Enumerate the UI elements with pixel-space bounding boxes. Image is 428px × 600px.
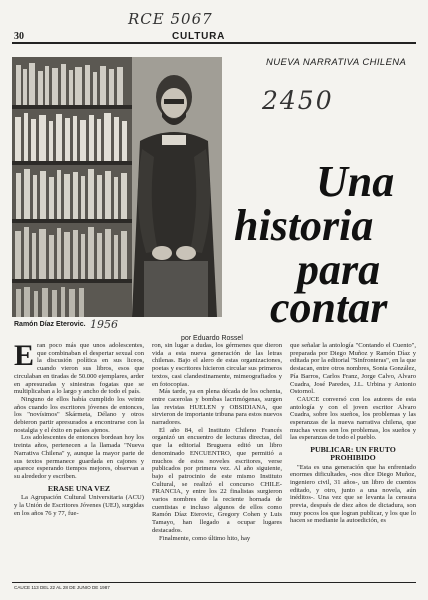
paragraph: Los adolescentes de entonces bordean hoy los treinta años, pertenecen a la llamada "Nueva Narrativa Chilena" y, aunque la mayor parte de sus textos permanece guardada en cajones y aparece esperando tiempos mejores, observan a su alrededor y escriben. (14, 434, 144, 480)
footer-issue: CAUCE 113 DEL 22 AL 28 DE JUNIO DE 1987 (14, 585, 110, 590)
paragraph: La Agrupación Cultural Universitaria (ACU) y la Unión de Escritores Jóvenes (UEJ), surgidas en los años 76 y 77, fue- (14, 494, 144, 517)
article-column-1 (14, 339, 144, 517)
paragraph: CAUCE conversó con los autores de esta antología y con el joven escritor Alvaro Cuadra, sobre los sueños, los problemas y las esperanzas de la nueva narrativa chilena, que muchas veces son los problemas, los sueños y las esperanzas de todo el pueblo. (290, 395, 416, 442)
subheading: PUBLICAR: UN FRUTO PROHIBIDO (310, 445, 396, 462)
article-column-3 (290, 342, 416, 525)
article-column-2 (152, 342, 282, 542)
number-handwritten: 2450 (262, 86, 334, 115)
drop-cap: E (14, 339, 35, 372)
year-handwritten: 1956 (90, 318, 118, 331)
archive-code-handwritten: RCE 5067 (128, 10, 213, 28)
paragraph: Ninguno de ellos había cumplido los veinte años cuando los escritores jóvenes de entonces, los "novísimos" Skármeta, Délano y otros debieron partir apresurados a encontrarse con la nostalgia y el éxito en países ajenos. (14, 395, 144, 434)
headline-line-2: historia (234, 201, 374, 250)
photo-caption: Ramón Díaz Eterovic. (14, 321, 86, 328)
section-label: CULTURA (172, 31, 226, 42)
paragraph: El año 84, el Instituto Chileno Francés organizó un encuentro de lecturas directas, del que la editorial Bruguera editó un libro denominado ENCUENTRO, que permitió a muchos de estos noveles escritores, verse publicados por primera vez. Al año siguiente, bajo el patrocinio de este mismo Instituto Cultural, se realizó el concurso CHILE-FRANCIA, y entre los 22 finalistas surgieron varios nombres de la reciente hornada de cuentistas e incluso algunos de ellos como Ramón Díaz Eterovic, Gregory Cohen y Luis Tamayo, han llegado a ocupar lugares destacados. (152, 426, 282, 534)
paragraph (14, 339, 144, 396)
footer-rule (12, 582, 416, 583)
paragraph-text: ran poco más que unos adolescentes, que combinaban el despertar sexual con la discusión política en sus liceos, cuando vieron sus libros, esos que circulaban en tiradas de 50.000 ejemplares, arder en apresuradas y siniestras fogatas que se multiplicaban a lo largo y ancho de todo el país. (14, 342, 144, 396)
paragraph: ron, sin lugar a dudas, los gérmenes que dieron vida a esta nueva generación de las letras chilenas. Bajo el alero de estas organizaciones, poetas y escritores hicieron circular sus primeros textos, casi clandestinamente, mimeografiados y en fotocopias. (152, 342, 282, 388)
headline-line-3: para (297, 245, 381, 294)
paragraph: que señalar la antología "Contando el Cuento", preparada por Diego Muñoz y Ramón Díaz y editada por la editorial "Sinfronteras", en la que destacan, entre otros nombres, Sonia González, Pía Barros, Carlos Franz, Jorge Calvo, Alvaro Cuadra, José Paredes, J.L. Urbina y Antonio Ostornol. (290, 342, 416, 396)
headline-line-4: contar (270, 283, 388, 332)
header-rule (12, 42, 416, 44)
paragraph: Más tarde, ya en plena década de los ochenta, entre cacerolas y bombas lacrimógenas, surgen las revistas HUELEN y OBSIDIANA, que sirvieron de importante tribuna para estos nuevos narradores. (152, 388, 283, 427)
paragraph: Finalmente, como último hito, hay (159, 534, 251, 542)
page-number: 30 (14, 31, 24, 42)
subheading: ERASE UNA VEZ (47, 483, 111, 493)
kicker: NUEVA NARRATIVA CHILENA (266, 57, 407, 68)
headline-line-1: Una (316, 157, 395, 206)
author-photo (12, 57, 222, 317)
paragraph: "Esta es una generación que ha enfrentado enormes dificultades, -nos dice Diego Muñoz, ingeniero civil, 31 años-, un libro de cuentos editado, y otro, junto a una novela, aún inéditos-. Una vez que se levanta la censura previa, después de diez años de dictadura, son muy pocos los que logran publicar, y los que lo hacen se mediante la autoedición, es (290, 463, 416, 525)
byline: por Eduardo Rossel (181, 335, 243, 342)
